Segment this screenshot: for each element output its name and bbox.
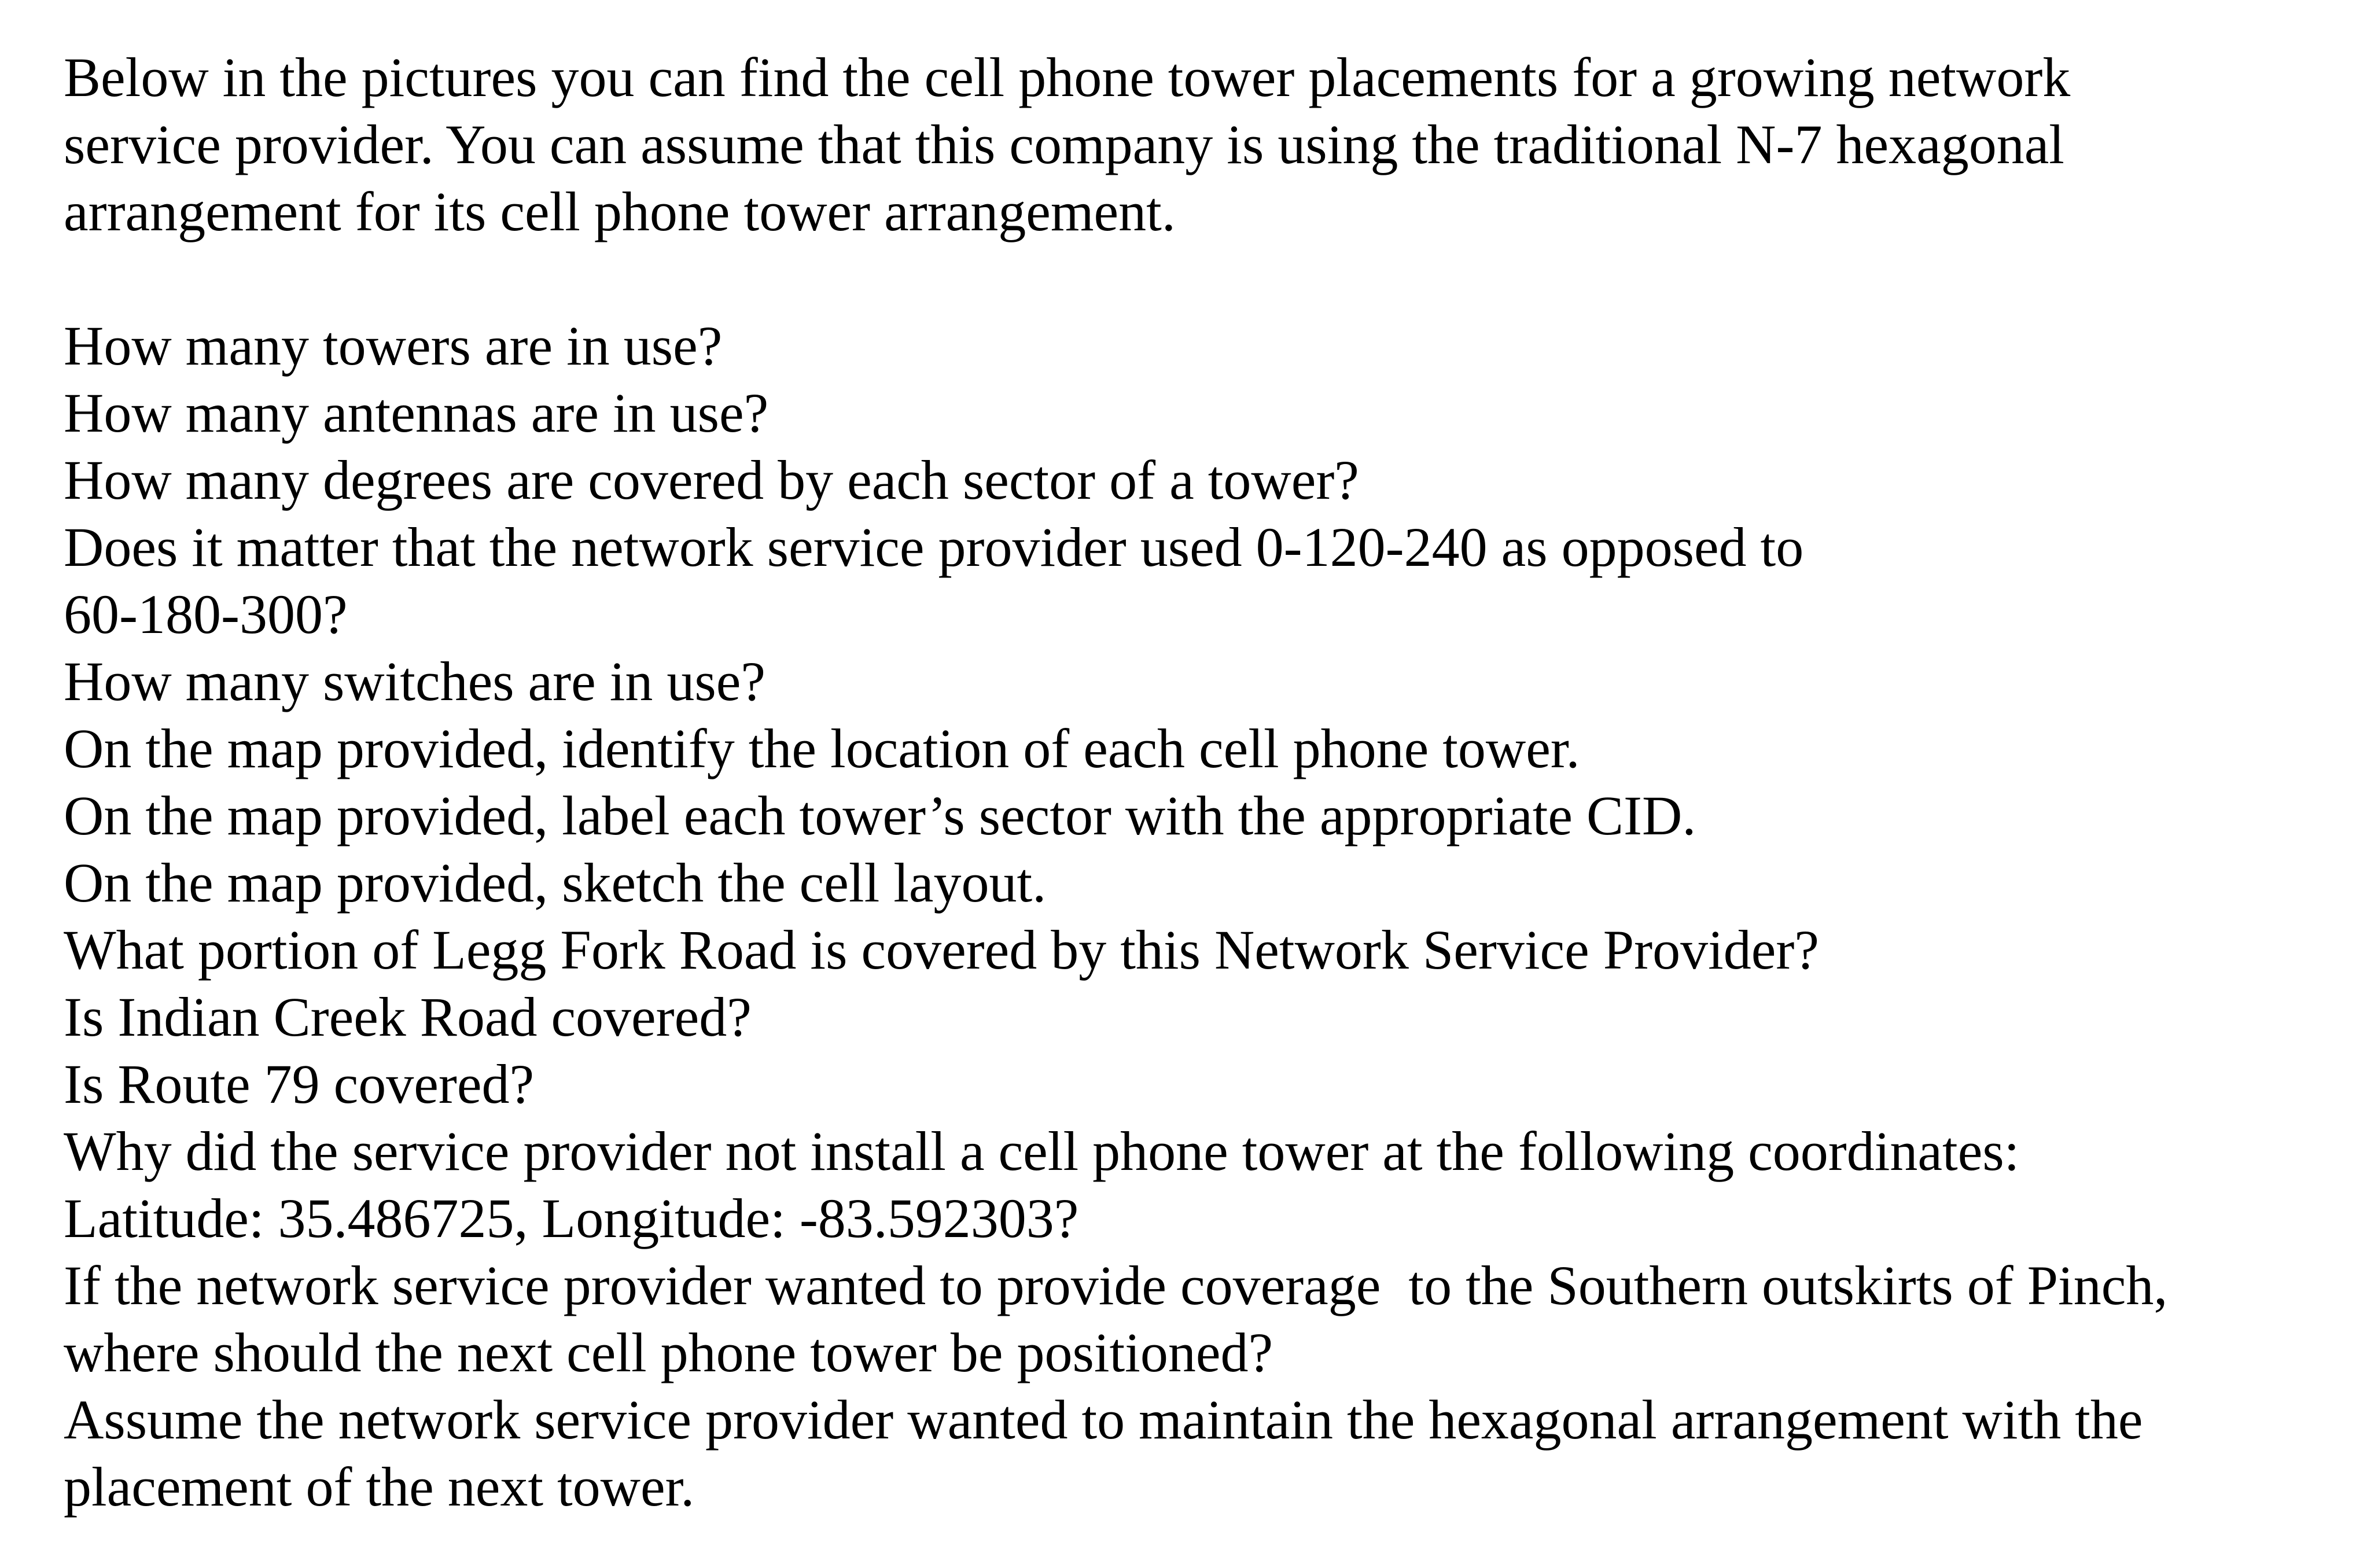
question-line: where should the next cell phone tower be positioned? — [64, 1322, 1273, 1383]
intro-line: arrangement for its cell phone tower arrangement. — [64, 181, 1176, 242]
question-line: How many towers are in use? — [64, 315, 723, 377]
question-line: Why did the service provider not install a cell phone tower at the following coordinates: — [64, 1120, 2020, 1182]
question-line: On the map provided, label each tower’s sector with the appropriate CID. — [64, 785, 1696, 846]
question-line: Is Route 79 covered? — [64, 1053, 535, 1115]
question-line: How many switches are in use? — [64, 650, 765, 712]
question-line: placement of the next tower. — [64, 1456, 695, 1518]
question-line: 60-180-300? — [64, 583, 348, 645]
question-line: On the map provided, identify the location of each cell phone tower. — [64, 717, 1580, 779]
question-line: Is Indian Creek Road covered? — [64, 986, 752, 1048]
document-body — [64, 44, 2343, 1521]
intro-line: service provider. You can assume that this company is using the traditional N-7 hexagonal — [64, 113, 2064, 175]
questions-list — [64, 312, 2343, 1521]
question-line: What portion of Legg Fork Road is covered by this Network Service Provider? — [64, 919, 1819, 981]
question-line: Does it matter that the network service provider used 0-120-240 as opposed to — [64, 516, 1804, 578]
question-line: How many degrees are covered by each sector of a tower? — [64, 449, 1359, 511]
intro-line: Below in the pictures you can find the cell phone tower placements for a growing network — [64, 46, 2071, 108]
question-line: Latitude: 35.486725, Longitude: -83.592303? — [64, 1187, 1079, 1249]
intro-paragraph — [64, 44, 2343, 245]
question-line: Assume the network service provider wanted to maintain the hexagonal arrangement with the — [64, 1389, 2143, 1451]
question-line: On the map provided, sketch the cell layout. — [64, 852, 1047, 914]
question-line: How many antennas are in use? — [64, 382, 769, 444]
question-line: If the network service provider wanted to provide coverage to the Southern outskirts of Pinch, — [64, 1254, 2168, 1316]
